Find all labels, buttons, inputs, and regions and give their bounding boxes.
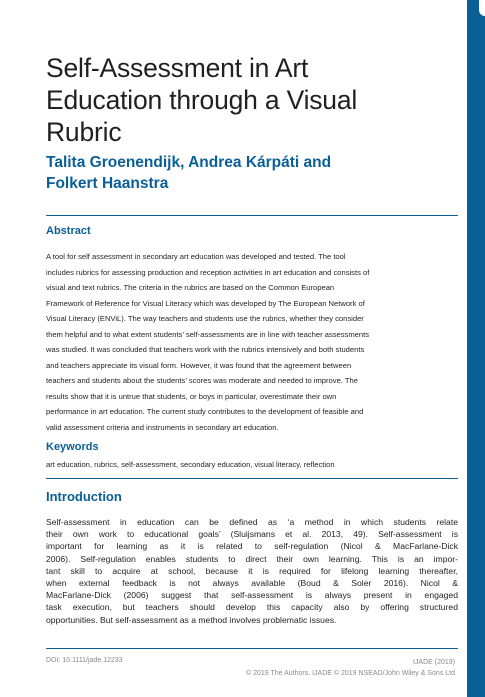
title-line: Rubric xyxy=(46,116,122,147)
introduction-heading: Introduction xyxy=(46,489,122,504)
footer-copyright: © 2019 The Authors. IJADE © 2019 NSEAD/John Wiley & Sons Ltd xyxy=(245,670,455,677)
author-line: Folkert Haanstra xyxy=(46,175,169,192)
abstract-line: and teachers appreciate its visual form. However, it was found that the agreement between xyxy=(46,360,352,370)
intro-line: when external feedback is not always available (Boud & Soler 2016). Nicol & xyxy=(46,578,458,589)
footer-info xyxy=(246,657,455,679)
abstract-line: valid assessment criteria and instruments in secondary art education. xyxy=(46,422,279,432)
title-line: Self-Assessment in Art xyxy=(46,52,309,83)
divider-footer xyxy=(46,648,458,649)
footer-doi: DOI: 10.1111/jade.12233 xyxy=(46,657,123,664)
journal-sidebar-bar xyxy=(467,0,485,697)
keywords-list: art education, rubrics, self-assessment, secondary education, visual literacy, reflection xyxy=(46,460,335,469)
abstract-heading: Abstract xyxy=(46,225,91,237)
intro-line: important for learning as it is related to self-regulation (Nicol & MacFarlane-Dick xyxy=(46,541,458,552)
intro-line: 2006). Self-regulation enables students to direct their own learning. This is an impor- xyxy=(46,553,458,564)
author-line: Talita Groenendijk, Andrea Kárpáti and xyxy=(46,154,332,171)
intro-line: opportunities. But self-assessment as a method involves problematic issues. xyxy=(46,614,337,625)
intro-line: tant skill to acquire at school, because it is required for lifelong learning thereafter, xyxy=(46,565,458,576)
divider-bottom xyxy=(46,478,458,479)
intro-line: MacFarlane-Dick (2006) suggest that self-assessment is always present in engaged xyxy=(46,590,458,601)
abstract-line: results show that it is untrue that students, or boys in particular, overestimate their own xyxy=(46,391,337,401)
abstract-line: teachers and students about the students’ scores was moderate and needed to improve. The xyxy=(46,376,358,385)
abstract-line: Visual Literacy (ENViL). The way teachers and students use the rubrics, whether they consider xyxy=(46,314,364,323)
title-line: Education through a Visual xyxy=(46,84,358,115)
abstract-line: visual and text rubrics. The criteria in the rubrics are based on the Common European xyxy=(46,283,335,292)
article-authors xyxy=(46,152,446,194)
abstract-body xyxy=(46,249,458,435)
abstract-line: was studied. It was concluded that teachers work with the rubrics intensively and both students xyxy=(46,345,365,354)
intro-line: Self-assessment in education can be defined as ‘a method in which students relate xyxy=(46,517,458,527)
abstract-line: performance in art education. The current study contributes to the development of feasible and xyxy=(46,407,364,416)
abstract-line: includes rubrics for assessing production and reception activities in art education and consists of xyxy=(46,267,370,277)
abstract-line: them helpful and to what extent students’ self-assessments are in line with teacher assessments xyxy=(46,329,370,339)
intro-line: their own work to educational goals’ (Sluijsmans et al. 2013, 49). Self-assessment is xyxy=(46,529,458,540)
keywords-heading: Keywords xyxy=(46,441,99,453)
sidebar-notch xyxy=(479,0,485,16)
intro-line: task execution, but teachers should develop this capacity also by offering structured xyxy=(46,602,458,613)
abstract-line: Framework of Reference for Visual Literacy which was developed by The European Network of xyxy=(46,298,365,308)
introduction-body xyxy=(46,516,458,626)
abstract-line: A tool for self assessment in secondary art education was developed and tested. The tool xyxy=(46,252,346,261)
divider-top xyxy=(46,215,458,216)
footer-journal: IJADE (2019) xyxy=(412,659,455,666)
article-title xyxy=(46,52,446,148)
